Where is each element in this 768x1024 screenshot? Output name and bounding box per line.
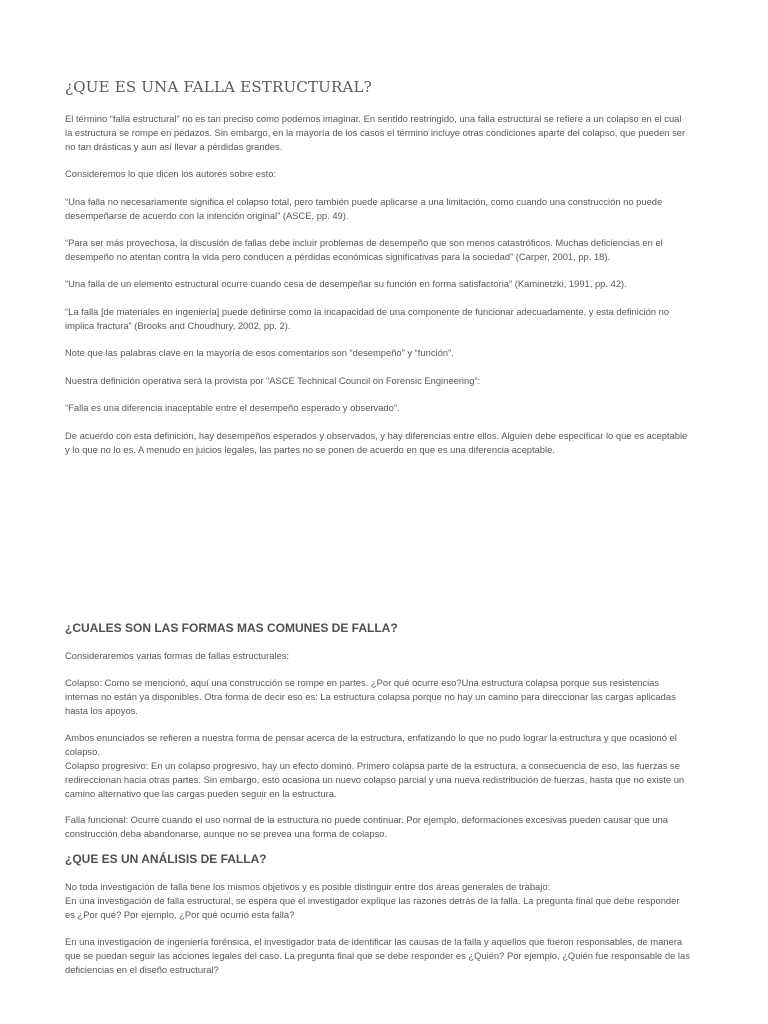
text-line: desempeño no atentan contra la vida pero conducen a pérdidas económicas significativas para la sociedad” (Carper, 2001, pp. 18).	[65, 251, 611, 262]
text-line: Note que las palabras clave en la mayoría de esos comentarios son “desempeño” y “función”.	[65, 347, 454, 358]
text-line: Consideremos lo que dicen los autores sobre esto:	[65, 168, 277, 179]
text-line: Colapso: Como se mencionó, aquí una construcción se rompe en partes. ¿Por qué ocurre eso?Una estructura colapsa porque sus resistencias	[65, 677, 660, 688]
paragraph	[65, 112, 710, 154]
text-line: la estructura se rompe en pedazos. Sin embargo, en la mayoría de los casos el término incluye otras condiciones aparte del colapso, que pueden ser	[65, 127, 686, 138]
text-line: “Para ser más provechosa, la discusión de fallas debe incluir problemas de desempeño que son menos catastróficos. Muchas deficiencias en el	[65, 237, 663, 248]
section-heading-formas-de-falla: ¿CUALES SON LAS FORMAS MAS COMUNES DE FALLA?	[65, 621, 398, 635]
quote-paragraph	[65, 401, 710, 415]
quote-paragraph	[65, 195, 710, 223]
paragraph	[65, 880, 710, 922]
paragraph	[65, 374, 710, 388]
text-line: hasta los apoyos.	[65, 705, 138, 716]
text-line: En una investigación de falla estructural, se espera que el investigador explique las razones detrás de la falla. La pregunta final que debe responder	[65, 895, 680, 906]
paragraph	[65, 813, 710, 841]
section-heading-analisis-de-falla: ¿QUE ES UN ANÁLISIS DE FALLA?	[65, 852, 267, 866]
text-line: que se puedan seguir las acciones legales del caso. La pregunta final que se debe responder es ¿Quién? Por ejemplo, ¿Quién fue responsable de las	[65, 950, 690, 961]
text-line: El término “falla estructural” no es tan preciso como podemos imaginar. En sentido restringido, una falla estructural se refiere a un colapso en el cual	[65, 113, 682, 124]
text-line: implica fractura” (Brooks and Choudhury, 2002, pp. 2).	[65, 320, 291, 331]
text-line: Consideraremos varias formas de fallas estructurales:	[65, 650, 290, 661]
quote-paragraph	[65, 236, 710, 264]
text-line: redireccionan hacia otras partes. Sin embargo, esto ocasiona un nuevo colapso parcial y una nueva redistribución de fuerzas, hasta que no existe un	[65, 774, 685, 785]
paragraph	[65, 649, 710, 663]
text-line: deficiencias en el diseño estructural?	[65, 964, 219, 975]
quote-paragraph	[65, 305, 710, 333]
paragraph	[65, 676, 710, 718]
quote-paragraph	[65, 277, 710, 291]
paragraph	[65, 429, 710, 457]
text-line: En una investigación de ingeniería forénsica, el investigador trata de identificar las causas de la falla y aquellos que fueron responsables, de manera	[65, 936, 683, 947]
text-line: internas no están ya disponibles. Otra forma de decir eso es: La estructura colapsa porque no hay un camino para direccionar las cargas aplicadas	[65, 691, 676, 702]
paragraph	[65, 346, 710, 360]
paragraph	[65, 167, 710, 181]
text-line: Falla funcional: Ocurre cuando el uso normal de la estructura no puede continuar. Por ejemplo, deformaciones excesivas pueden causar que una	[65, 814, 668, 825]
paragraph	[65, 935, 710, 977]
text-line: Nuestra definición operativa será la provista por “ASCE Technical Council on Forensic Engineering”:	[65, 375, 481, 386]
text-line: “Falla es una diferencia inaceptable entre el desempeño esperado y observado”.	[65, 402, 400, 413]
text-line: De acuerdo con esta definición, hay desempeños esperados y observados, y hay diferencias entre ellos. Alguien debe especificar lo que es aceptable	[65, 430, 688, 441]
text-line: No toda investigación de falla tiene los mismos objetivos y es posible distinguir entre dos áreas generales de trabajo:	[65, 881, 551, 892]
text-line: “La falla [de materiales en ingeniería] puede definirse como la incapacidad de una componente de funcionar adecuadamente, y esta definición no	[65, 306, 670, 317]
text-line: desempeñarse de acuerdo con la intención original” (ASCE, pp. 49).	[65, 210, 349, 221]
section-heading-falla-estructural: ¿QUE ES UNA FALLA ESTRUCTURAL?	[65, 78, 372, 96]
text-line: Ambos enunciados se refieren a nuestra forma de pensar acerca de la estructura, enfatizando lo que no pudo lograr la estructura y que ocasionó el	[65, 732, 677, 743]
paragraph	[65, 731, 710, 801]
text-line: “Una falla no necesariamente significa el colapso total, pero también puede aplicarse a una limitación, como cuando una construcción no puede	[65, 196, 663, 207]
text-line: y lo que no lo es. A menudo en juicios legales, las partes no se ponen de acuerdo en que es una diferencia aceptable.	[65, 444, 555, 455]
text-line: no tan drásticas y aun así llevar a pérdidas grandes.	[65, 141, 283, 152]
text-line: construcción deba abandonarse, aunque no se prevea una forma de colapso.	[65, 828, 388, 839]
text-line: “Una falla de un elemento estructural ocurre cuando cesa de desempeñar su función en forma satisfactoria” (Kaminetzki, 1991, pp. 42).	[65, 278, 627, 289]
text-line: colapso.	[65, 746, 100, 757]
text-line: es ¿Por qué? Por ejemplo, ¿Por qué ocurrió esta falla?	[65, 909, 295, 920]
text-line: camino alternativo que las cargas pueden seguir en la estructura.	[65, 788, 337, 799]
text-line: Colapso progresivo: En un colapso progresivo, hay un efecto dominó. Primero colapsa parte de la estructura, a consecuencia de eso, las fuerzas se	[65, 760, 680, 771]
